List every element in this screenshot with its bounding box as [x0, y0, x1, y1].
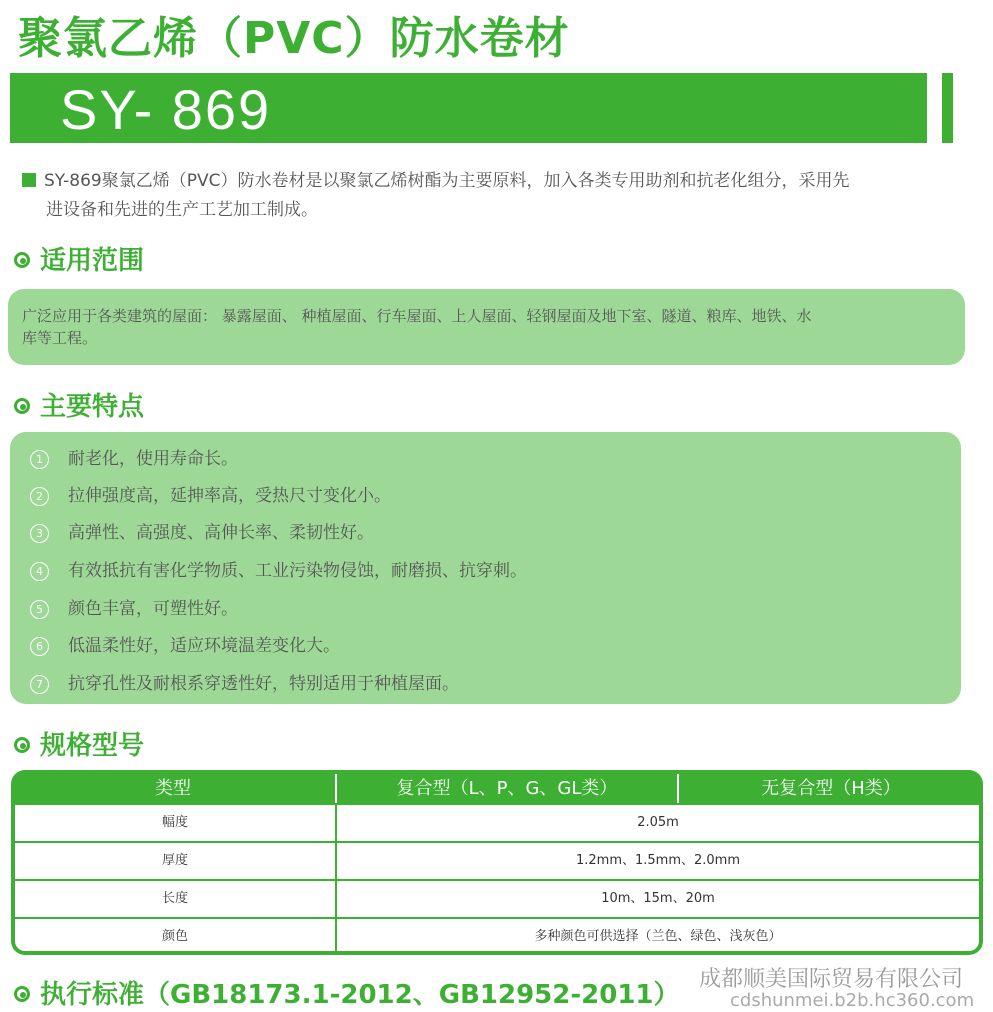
feature-text: 低温柔性好，适应环境温差变化大。 [68, 636, 340, 656]
section-label: 主要特点 [40, 392, 145, 422]
table-row [15, 881, 979, 919]
column-header: 复合型（L、P、G、GL类） [396, 778, 618, 799]
row-label: 长度 [161, 891, 188, 906]
intro-line-2: 进设备和先进的生产工艺加工制成。 [46, 200, 318, 220]
row-label: 颜色 [161, 929, 188, 944]
column-header: 类型 [155, 778, 191, 799]
number-circle-icon: 4 [30, 562, 49, 581]
row-value: 多种颜色可供选择（兰色、绿色、浅灰色） [534, 929, 782, 944]
banner-accent-bar [942, 73, 953, 143]
number-circle-icon: 7 [30, 675, 49, 694]
row-label: 幅度 [161, 815, 188, 830]
model-code: SY- 869 [60, 78, 272, 141]
row-value: 2.05m [637, 815, 679, 830]
target-circle-icon [14, 252, 30, 268]
feature-text: 颜色丰富，可塑性好。 [68, 599, 238, 619]
feature-item [30, 631, 340, 656]
row-value: 1.2mm、1.5mm、2.0mm [575, 853, 740, 868]
feature-item [30, 669, 459, 694]
section-heading-features [14, 386, 144, 423]
row-value: 10m、15m、20m [601, 891, 715, 906]
section-heading-scope [14, 240, 144, 277]
feature-text: 耐老化，使用寿命长。 [68, 449, 238, 469]
feature-text: 拉伸强度高，延抻率高，受热尺寸变化小。 [68, 486, 391, 506]
scope-line-2: 库等工程。 [22, 329, 98, 347]
number-circle-icon: 5 [30, 600, 49, 619]
scope-line-1: 广泛应用于各类建筑的屋面： 暴露屋面、 种植屋面、行车屋面、上人屋面、轻钢屋面及地下室、隧道、粮库、地铁、水 [22, 307, 812, 325]
column-header: 无复合型（H类） [761, 778, 901, 799]
section-label: 规格型号 [40, 731, 145, 761]
row-label: 厚度 [161, 853, 188, 868]
number-circle-icon: 1 [30, 450, 49, 469]
feature-text: 高弹性、高强度、高伸长率、柔韧性好。 [68, 523, 374, 543]
feature-item [30, 518, 374, 543]
target-circle-icon [14, 737, 30, 753]
scope-text [22, 305, 922, 349]
watermark-url: cdshunmei.b2b.hc360.com [730, 990, 975, 1011]
number-circle-icon: 6 [30, 637, 49, 656]
table-row [15, 843, 979, 881]
target-circle-icon [14, 398, 30, 414]
number-circle-icon: 2 [30, 487, 49, 506]
table-body [15, 805, 979, 951]
page-title: 聚氯乙烯（PVC）防水卷材 [18, 13, 570, 64]
table-row [15, 805, 979, 843]
bullet-square-icon [22, 173, 36, 187]
watermark-company: 成都顺美国际贸易有限公司 [699, 967, 964, 992]
model-banner [10, 73, 927, 143]
table-header [11, 770, 983, 807]
intro-paragraph [22, 167, 952, 225]
section-heading-standard [14, 974, 680, 1011]
feature-item [30, 444, 238, 469]
feature-text: 有效抵抗有害化学物质、工业污染物侵蚀，耐磨损、抗穿刺。 [68, 561, 527, 581]
intro-line-1: SY-869聚氯乙烯（PVC）防水卷材是以聚氯乙烯树酯为主要原料，加入各类专用助剂和抗老化组分，采用先 [44, 171, 850, 191]
section-heading-specs [14, 725, 144, 762]
feature-item [30, 594, 238, 619]
table-row [15, 919, 979, 955]
feature-item [30, 481, 391, 506]
feature-text: 抗穿孔性及耐根系穿透性好，特别适用于种植屋面。 [68, 674, 459, 694]
feature-item [30, 556, 527, 581]
number-circle-icon: 3 [30, 524, 49, 543]
section-label: 适用范围 [40, 246, 145, 276]
section-label: 执行标准（GB18173.1-2012、GB12952-2011） [40, 980, 680, 1010]
target-circle-icon [14, 986, 30, 1002]
column-divider [335, 805, 337, 951]
spec-table [11, 770, 983, 955]
